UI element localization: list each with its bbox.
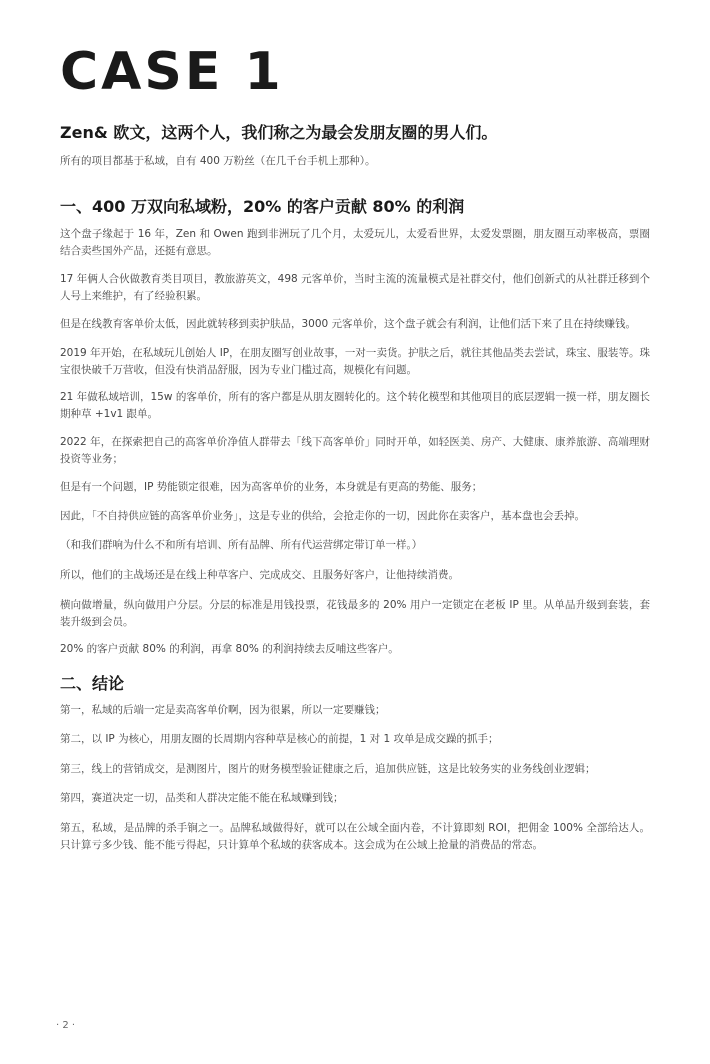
section1-paragraph-5: 21 年做私域培训，15w 的客单价，所有的客户都是从朋友圈转化的。这个转化模型和其他项目的底层逻辑一摸一样，朋友圈长期种草 +1v1 跟单。: [60, 391, 650, 420]
section1-paragraph-1: 这个盘子缘起于 16 年，Zen 和 Owen 跑到非洲玩了几个月，太爱玩儿，太爱看世界，太爱发票圈，朋友圈互动率极高，票圈结合卖些国外产品，还挺有意思。: [60, 228, 650, 257]
section2-paragraph-2: 第二，以 IP 为核心，用朋友圈的长周期内容种草是核心的前提，1 对 1 攻单是成交躁的抓手；: [60, 733, 499, 745]
case-title: CASE 1: [60, 42, 284, 102]
page-number: · 2 ·: [56, 1020, 76, 1031]
section1-paragraph-8: 因此，「不自持供应链的高客单价业务」，这是专业的供给，会抢走你的一切，因此你在卖客户，基本盘也会丢掉。: [60, 510, 585, 522]
section2-paragraph-4: 第四，赛道决定一切，品类和人群决定能不能在私域赚到钱；: [60, 792, 344, 804]
intro-text: 所有的项目都基于私域，自有 400 万粉丝（在几千台手机上那种）。: [60, 155, 376, 167]
section1-heading: 一、400 万双向私域粉，20% 的客户贡献 80% 的利润: [60, 197, 465, 216]
section2-paragraph-5: 第五，私域，是品牌的杀手锏之一。品牌私域做得好，就可以在公域全面内卷，不计算即刻 ROI，把佣金 100% 全部给达人。只计算亏多少钱、能不能亏得起，只计算单个私域的获客成本。这会成为在公域上抢量的消费品的常态。: [60, 822, 650, 851]
section1-paragraph-12: 20% 的客户贡献 80% 的利润，再拿 80% 的利润持续去反哺这些客户。: [60, 643, 399, 655]
section1-paragraph-6: 2022 年，在探索把自己的高客单价净值人群带去「线下高客单价」同时开单，如轻医美、房产、大健康、康养旅游、高端理财投资等业务；: [60, 436, 650, 465]
section1-paragraph-10: 所以，他们的主战场还是在线上种草客户、完成成交、且服务好客户，让他持续消费。: [60, 569, 459, 581]
section2-paragraph-3: 第三，线上的营销成交，是测图片，图片的财务模型验证健康之后，追加供应链，这是比较务实的业务线创业逻辑；: [60, 763, 596, 775]
section1-paragraph-4: 2019 年开始，在私域玩儿创始人 IP，在朋友圈写创业故事，一对一卖货。护肤之后，就往其他品类去尝试，珠宝、服装等。珠宝很快破千万营收，但没有快消品舒服，因为专业门槛过高，规模化有问题。: [60, 347, 650, 376]
section1-paragraph-11: 横向做增量，纵向做用户分层。分层的标准是用钱投票，花钱最多的 20% 用户一定锁定在老板 IP 里。从单品升级到套装，套装升级到会员。: [60, 599, 650, 628]
section1-paragraph-9: （和我们群响为什么不和所有培训、所有品牌、所有代运营绑定带订单一样。）: [60, 539, 423, 551]
section2-heading: 二、结论: [60, 674, 125, 693]
section1-paragraph-2: 17 年俩人合伙做教育类目项目，教旅游英文，498 元客单价，当时主流的流量模式是社群交付，他们创新式的从社群迁移到个人号上来维护，有了经验积累。: [60, 273, 650, 302]
intro-heading: Zen& 欧文，这两个人，我们称之为最会发朋友圈的男人们。: [60, 123, 498, 142]
section1-paragraph-3: 但是在线教育客单价太低，因此就转移到卖护肤品，3000 元客单价，这个盘子就会有利润，让他们活下来了且在持续赚钱。: [60, 318, 637, 330]
section1-paragraph-7: 但是有一个问题，IP 势能锁定很难，因为高客单价的业务，本身就是有更高的势能、服务；: [60, 481, 483, 493]
section2-paragraph-1: 第一，私域的后端一定是卖高客单价啊，因为很累，所以一定要赚钱；: [60, 704, 386, 716]
